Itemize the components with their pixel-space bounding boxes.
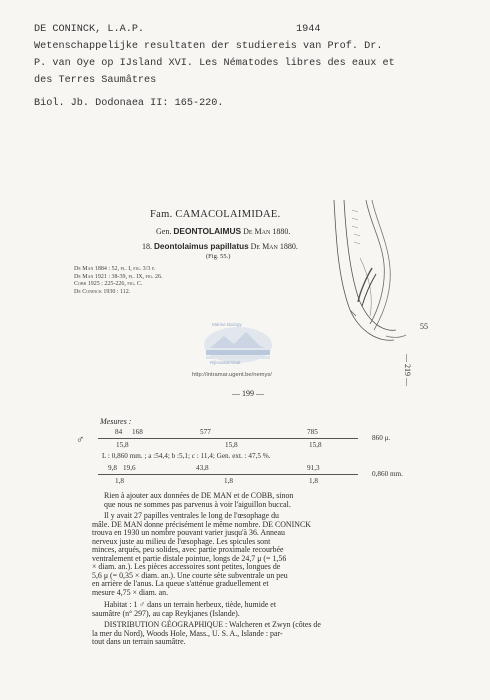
- male-diameter: 15,8: [225, 441, 238, 449]
- watermark-url: http://intramar.ugent.be/nemys/: [192, 372, 272, 378]
- female-value: 19,6: [123, 464, 136, 472]
- header-title-line-3: des Terres Saumâtres: [34, 75, 157, 86]
- male-value: 785: [307, 428, 318, 436]
- header-year: 1944: [296, 24, 321, 35]
- side-page-number: — 219 —: [403, 354, 412, 386]
- female-diameter: 1,8: [224, 477, 233, 485]
- species-author: De Man 1880.: [250, 242, 298, 251]
- paragraph-line: ventralement et partie distale pointue, longs de 24,7 μ (= 1,56: [92, 553, 287, 563]
- male-fraction-line: [98, 438, 358, 439]
- male-value: 577: [200, 428, 211, 436]
- specimen-figure: [330, 198, 418, 350]
- species-heading: [142, 242, 298, 251]
- header-author: DE CONINCK, L.A.P.: [34, 24, 145, 35]
- figure-number: 55: [420, 322, 428, 331]
- family-heading: Fam. CAMACOLAIMIDAE.: [150, 209, 281, 220]
- male-value: 84: [115, 428, 123, 436]
- paragraph-line: DISTRIBUTION GÉOGRAPHIQUE : Walcheren et Zwyn (côtes de: [104, 620, 321, 629]
- male-value: 168: [132, 428, 143, 436]
- paragraph-line: 5,6 μ (= 0,35 × diam. an.). Une courte sète subventrale un peu: [92, 570, 288, 580]
- female-total-length: 0,860 mm.: [372, 470, 403, 478]
- nematode-tail-drawing: [330, 198, 418, 350]
- species-number: 18.: [142, 242, 152, 251]
- paragraph-line: en arrière de l'anus. La queue s'atténue graduellement et: [92, 579, 269, 588]
- paragraph-line: mesure 4,75 × diam. an.: [92, 587, 169, 597]
- reference-item: De Man 1921 : 38-39, pl. IX, fig. 26.: [74, 273, 163, 280]
- genus-prefix: Gen.: [156, 227, 172, 236]
- paragraph-description: [92, 512, 311, 597]
- female-diameter: 1,8: [115, 477, 124, 485]
- paragraph-line: trouva en 1930 un nombre pouvant varier jusqu'à 36. Anneau: [92, 528, 285, 537]
- paragraph-habitat: [92, 601, 276, 618]
- page-number: — 199 —: [232, 389, 264, 398]
- paragraph-line: mâle. DE MAN donne précisément le même nombre. DE CONINCK: [92, 519, 311, 529]
- species-name: Deontolaimus papillatus: [154, 242, 249, 251]
- header-title-line-2: P. van Oye op IJsland XVI. Les Nématodes libres des eaux et: [34, 58, 395, 69]
- genus-name: DEONTOLAIMUS: [173, 226, 242, 236]
- reference-item: De Man 1884 : 52, pl. I, fig. 3/3 f.: [74, 266, 156, 272]
- paragraph-distribution: [92, 621, 321, 647]
- male-diameter: 15,8: [116, 441, 129, 449]
- paragraph-line: saumâtre (n° 297), au cap Reykjanes (Islande).: [92, 608, 240, 618]
- female-value: 91,3: [307, 464, 320, 472]
- reference-item: Cobb 1925 : 225-226, fig. C.: [74, 281, 143, 288]
- paragraph-line: Il y avait 27 papilles ventrales le long de l'œsophage du: [104, 511, 279, 520]
- species-fig: (Fig. 55.): [206, 253, 231, 260]
- female-diameter: 1,8: [309, 477, 318, 485]
- paragraph-line: que nous ne sommes pas parvenus à voir l'aiguillon buccal.: [104, 499, 291, 509]
- paragraph-line: la mer du Nord), Woods Hole, Mass., U. S. A., Islande : par-: [92, 628, 283, 638]
- paragraph-line: × diam. an.). Les pièces accessoires sont petites, longues de: [92, 562, 281, 571]
- female-fraction-line: [98, 474, 358, 475]
- reference-item: De Coninck 1930 : 112.: [74, 288, 131, 295]
- paragraph-line: Rien à ajouter aux données de DE MAN et de COBB, sinon: [104, 491, 294, 500]
- paragraph-line: minces, arqués, peu solides, avec partie proximale recourbée: [92, 545, 284, 554]
- paragraph-line: Habitat : 1 ♂ dans un terrain herbeux, tiède, humide et: [104, 600, 277, 609]
- measures-label: Mesures :: [100, 417, 132, 426]
- watermark-bottom-text: Rijkswaterstaat: [210, 360, 241, 365]
- male-ratios: L : 0,860 mm. ; a :54,4; b :5,1; c : 11,4; Gen. ext. : 47,5 %.: [102, 452, 271, 460]
- paragraph-line: tout dans un terrain saumâtre.: [92, 637, 186, 646]
- genus-heading: [156, 226, 290, 236]
- female-value: 9,8: [108, 464, 117, 472]
- paragraph-line: nerveux juste au milieu de l'œsophage. Les spicules sont: [92, 536, 271, 546]
- reference-list: [74, 266, 163, 296]
- header-citation: Biol. Jb. Dodonaea II: 165-220.: [34, 98, 224, 109]
- header-title-line-1: Wetenschappelijke resultaten der studiereis van Prof. Dr.: [34, 41, 383, 52]
- genus-author: De Man 1880.: [243, 227, 291, 236]
- male-diameter: 15,8: [309, 441, 322, 449]
- male-total-length: 860 μ.: [372, 434, 391, 442]
- paragraph-intro: [104, 492, 293, 509]
- watermark-top-text: Marine Biology: [212, 322, 242, 327]
- female-value: 43,8: [196, 464, 209, 472]
- male-symbol: ♂: [76, 434, 85, 446]
